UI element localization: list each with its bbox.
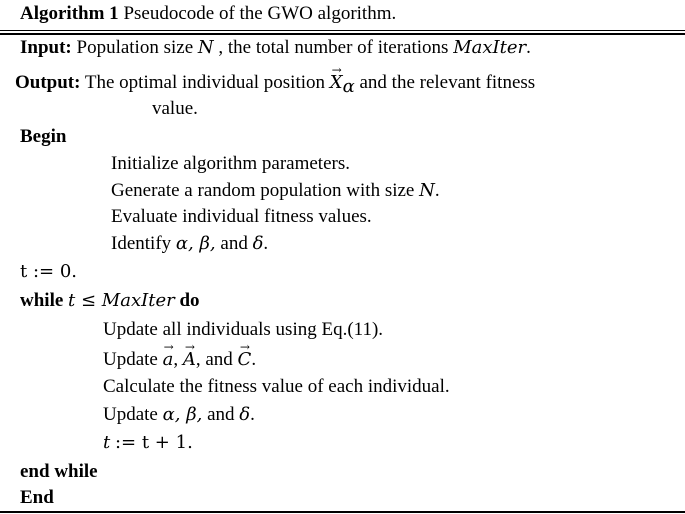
algorithm-caption <box>20 3 396 25</box>
loop-step-2-period: . <box>251 349 257 370</box>
init-step-4-and: and <box>220 233 248 254</box>
end-while-keyword: end while <box>20 461 98 482</box>
top-rule-thick <box>0 33 685 35</box>
output-text-3: value. <box>152 98 198 119</box>
input-label: Input: <box>20 37 72 58</box>
output-line <box>15 72 535 98</box>
vector-a-small <box>163 349 174 371</box>
var-C: C <box>237 349 252 370</box>
loop-step-4-and: and <box>207 404 235 425</box>
comma: , <box>173 349 179 370</box>
var-t: t <box>103 432 111 453</box>
init-step-2 <box>111 180 440 202</box>
loop-step-3: Calculate the fitness value of each individual. <box>103 376 450 397</box>
sub-alpha: α <box>342 76 355 97</box>
t-increment: := t + 1. <box>114 432 193 453</box>
and-text: , and <box>195 349 233 370</box>
while-condition: t ≤ MaxIter <box>68 290 175 311</box>
var-delta-2: δ <box>239 404 251 425</box>
var-delta: δ <box>252 233 264 254</box>
init-step-4-period: . <box>263 233 269 254</box>
var-A: A <box>182 349 196 370</box>
input-period: . <box>526 37 531 58</box>
caption-text: Pseudocode of the GWO algorithm. <box>123 3 397 24</box>
var-maxiter: MaxIter <box>453 37 527 58</box>
input-text: Population size <box>76 37 194 58</box>
init-step-1: Initialize algorithm parameters. <box>111 153 350 174</box>
t-init: t := 0. <box>20 261 77 282</box>
output-text: The optimal individual position <box>84 72 326 93</box>
x-alpha-vector <box>330 72 343 94</box>
top-rule <box>0 30 685 31</box>
input-text-2: , the total number of iterations <box>218 37 449 58</box>
var-n: N <box>197 37 214 58</box>
input-line <box>20 37 531 59</box>
init-step-4 <box>111 233 268 255</box>
bottom-rule <box>0 511 685 513</box>
loop-step-2-text: Update <box>103 349 158 370</box>
vector-C <box>238 349 252 371</box>
loop-step-4-text: Update <box>103 404 158 425</box>
var-n-2: N <box>419 180 435 201</box>
output-label: Output: <box>15 72 81 93</box>
init-step-2-text: Generate a random population with size <box>111 180 415 201</box>
vector-A <box>183 349 196 371</box>
loop-step-2 <box>103 349 256 371</box>
do-keyword: do <box>179 290 200 311</box>
init-step-2-period: . <box>434 180 440 201</box>
loop-step-5 <box>103 432 193 454</box>
init-step-4-text: Identify <box>111 233 172 254</box>
vars-alpha-beta: α, β, <box>175 233 216 254</box>
output-line-2 <box>152 98 198 120</box>
loop-step-4 <box>103 404 255 426</box>
while-line <box>20 290 200 312</box>
init-step-3: Evaluate individual fitness values. <box>111 206 372 227</box>
var-x: X <box>329 72 343 93</box>
end-keyword: End <box>20 487 54 508</box>
while-keyword: while <box>20 290 64 311</box>
caption-label: Algorithm 1 <box>20 3 119 24</box>
var-a: a <box>162 349 174 370</box>
vars-alpha-beta-2: α, β, <box>162 404 203 425</box>
output-text-2: and the relevant fitness <box>359 72 536 93</box>
loop-step-4-period: . <box>250 404 255 425</box>
loop-step-1: Update all individuals using Eq.(11). <box>103 319 384 340</box>
begin-keyword: Begin <box>20 126 67 147</box>
